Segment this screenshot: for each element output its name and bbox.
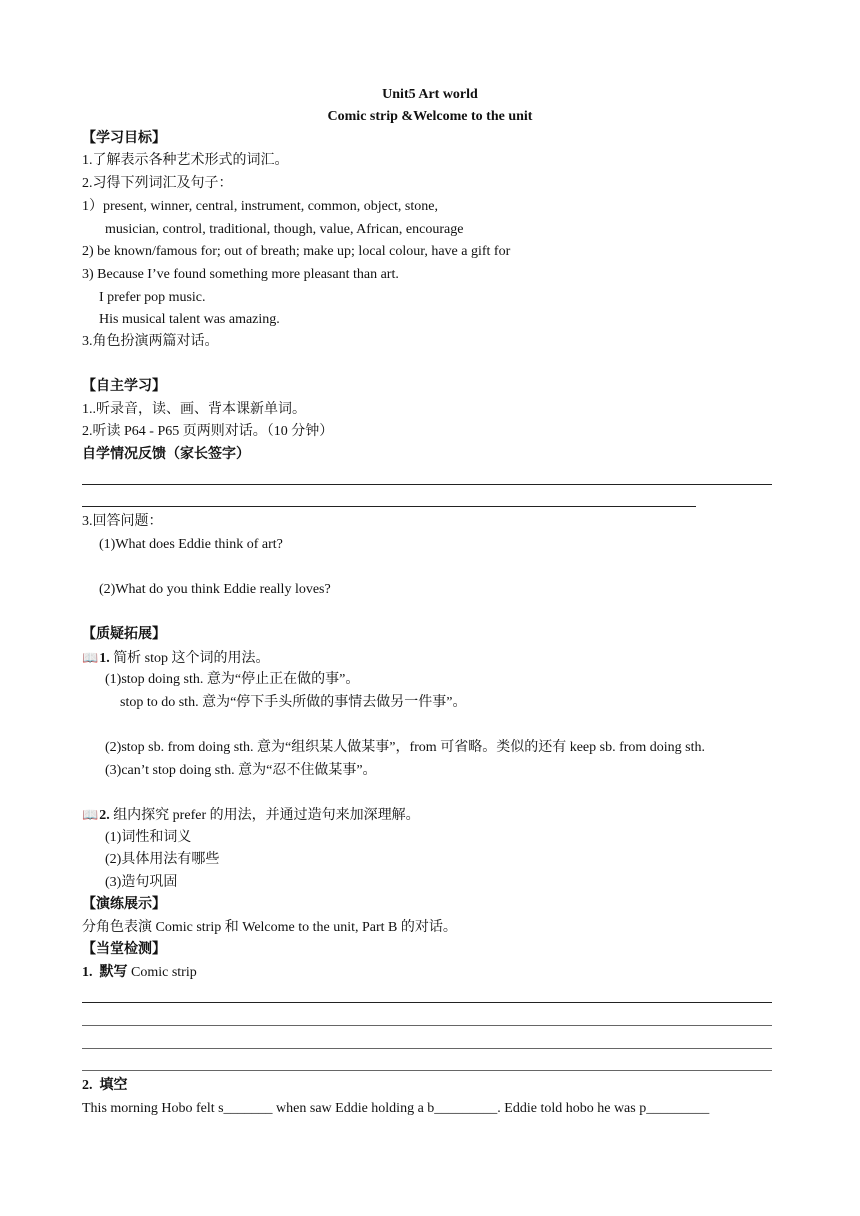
open-book-icon: 📖 bbox=[82, 650, 99, 665]
objectives-heading: 【学习目标】 bbox=[82, 131, 166, 146]
objective-line: 1.了解表示各种艺术形式的词汇。 bbox=[82, 153, 289, 168]
objective-line: 3.角色扮演两篇对话。 bbox=[82, 334, 219, 349]
answer-line[interactable] bbox=[82, 484, 772, 485]
question-1: (1)What does Eddie think of art? bbox=[99, 537, 283, 552]
usage-line: (1)stop doing sth. 意为“停止正在做的事”。 bbox=[105, 672, 360, 687]
prefer-task: (2)具体用法有哪些 bbox=[105, 852, 220, 867]
prefer-task: (1)词性和词义 bbox=[105, 830, 192, 845]
extension-item-1: 📖1. 简析 stop 这个词的用法。 bbox=[82, 650, 270, 666]
question-2: (2)What do you think Eddie really loves? bbox=[99, 582, 331, 597]
self-study-line: 2.听读 P64 - P65 页两则对话。（10 分钟） bbox=[82, 424, 334, 439]
extension-item-2: 📖2. 组内探究 prefer 的用法，并通过造句来加深理解。 bbox=[82, 807, 420, 823]
answer-line[interactable] bbox=[82, 1025, 772, 1026]
open-book-icon: 📖 bbox=[82, 807, 99, 822]
feedback-label: 自学情况反馈（家长签字） bbox=[82, 447, 250, 462]
answer-line[interactable] bbox=[82, 1048, 772, 1049]
answer-line[interactable] bbox=[82, 506, 696, 507]
test-item-2: 2. 填空 bbox=[82, 1078, 128, 1093]
sentence-line: His musical talent was amazing. bbox=[99, 312, 280, 327]
test-heading: 【当堂检测】 bbox=[82, 942, 166, 957]
self-study-line: 1..听录音，读、画、背本课新单词。 bbox=[82, 402, 306, 417]
sentence-line: I prefer pop music. bbox=[99, 290, 206, 305]
vocab-line: musician, control, traditional, though, value, African, encourage bbox=[105, 222, 464, 237]
objective-line: 2.习得下列词汇及句子： bbox=[82, 176, 233, 191]
answer-line[interactable] bbox=[82, 1002, 772, 1003]
extension-heading: 【质疑拓展】 bbox=[82, 627, 166, 642]
vocab-line: 1）present, winner, central, instrument, common, object, stone, bbox=[82, 199, 438, 214]
questions-heading: 3.回答问题： bbox=[82, 514, 163, 529]
prefer-task: (3)造句巩固 bbox=[105, 875, 178, 890]
answer-line[interactable] bbox=[82, 1070, 772, 1071]
usage-line: stop to do sth. 意为“停下手头所做的事情去做另一件事”。 bbox=[120, 695, 467, 710]
usage-line: (2)stop sb. from doing sth. 意为“组织某人做某事”，from 可省略。类似的还有 keep sb. from doing sth. bbox=[105, 740, 706, 755]
page-title: Unit5 Art world bbox=[382, 87, 478, 102]
sentence-line: 3) Because I’ve found something more pleasant than art. bbox=[82, 267, 399, 282]
show-text: 分角色表演 Comic strip 和 Welcome to the unit, Part B 的对话。 bbox=[82, 920, 457, 935]
show-heading: 【演练展示】 bbox=[82, 897, 166, 912]
usage-line: (3)can’t stop doing sth. 意为“忍不住做某事”。 bbox=[105, 763, 377, 778]
self-study-heading: 【自主学习】 bbox=[82, 379, 166, 394]
fill-blank-line[interactable]: This morning Hobo felt s_______ when saw Eddie holding a b_________. Eddie told hobo he was p_________ bbox=[82, 1101, 710, 1116]
test-item-1: 1. 默写 Comic strip bbox=[82, 965, 197, 980]
page-subtitle: Comic strip &Welcome to the unit bbox=[327, 109, 533, 124]
phrase-line: 2) be known/famous for; out of breath; make up; local colour, have a gift for bbox=[82, 244, 511, 259]
